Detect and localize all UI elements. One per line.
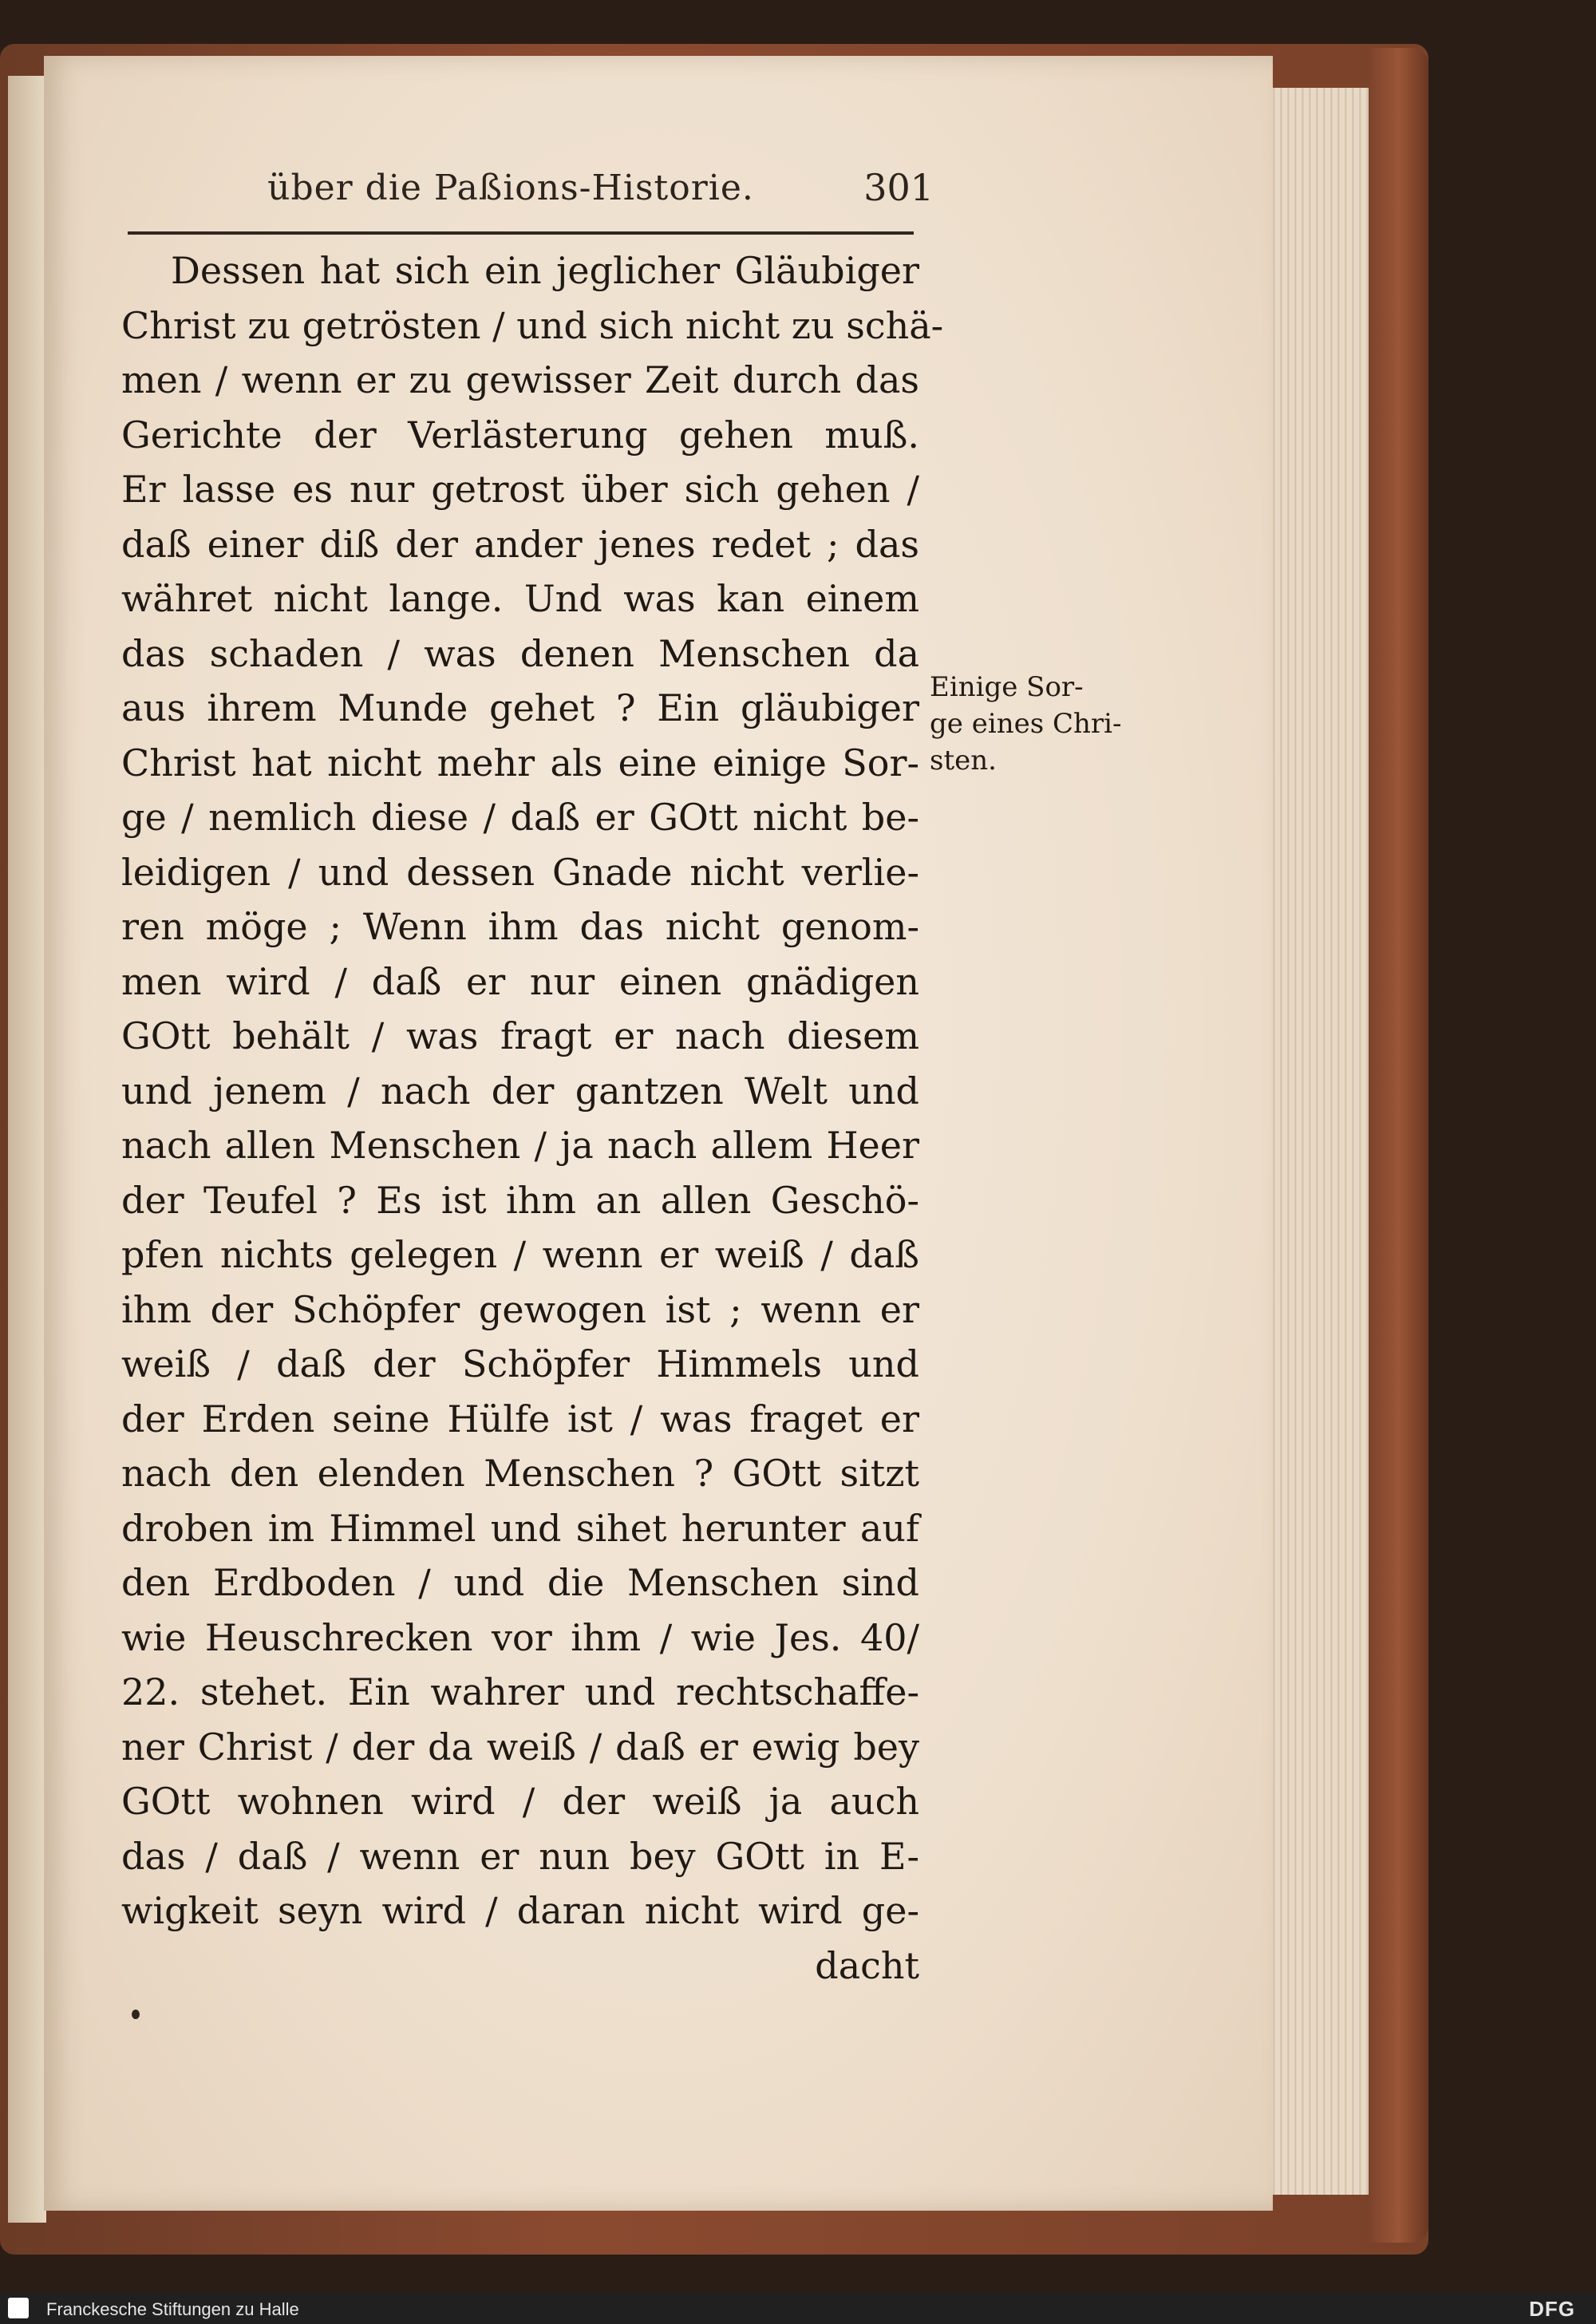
- text-line: ner Christ / der da weiß / daß er ewig bey: [121, 1725, 919, 1769]
- text-line: nach allen Menschen / ja nach allem Heer: [121, 1124, 919, 1167]
- text-line: ge / nemlich diese / daß er GOtt nicht be-: [121, 796, 919, 839]
- text-line: Gerichte der Verlästerung gehen muß.: [121, 413, 919, 457]
- text-line: pfen nichts gelegen / wenn er weiß / daß: [121, 1233, 919, 1276]
- institution-name: Franckesche Stiftungen zu Halle: [46, 2299, 299, 2319]
- text-line: das / daß / wenn er nun bey GOtt in E-: [121, 1834, 919, 1878]
- ink-mark: [132, 2010, 140, 2019]
- facing-page-edge: [8, 76, 46, 2223]
- text-line: droben im Himmel und sihet herunter auf: [121, 1506, 919, 1550]
- text-line: men / wenn er zu gewisser Zeit durch das: [121, 358, 919, 401]
- footer-bar: [0, 2293, 1596, 2324]
- book-cover-edge: [1369, 48, 1428, 2243]
- text-line: der Erden seine Hülfe ist / was fraget er: [121, 1397, 919, 1441]
- marginal-note-line: ge eines Chri-: [930, 708, 1122, 740]
- text-line: nach den elenden Menschen ? GOtt sitzt: [121, 1452, 919, 1495]
- text-line: währet nicht lange. Und was kan einem: [121, 577, 919, 620]
- text-line: leidigen / und dessen Gnade nicht verlie-: [121, 850, 919, 894]
- text-line: ren möge ; Wenn ihm das nicht genom-: [121, 905, 919, 948]
- dfg-logo: DFG: [1529, 2297, 1575, 2321]
- catchword: dacht: [815, 1943, 919, 1987]
- marginal-note: [930, 669, 1169, 779]
- text-line: Dessen hat sich ein jeglicher Gläubiger: [171, 249, 919, 292]
- text-line: weiß / daß der Schöpfer Himmels und: [121, 1342, 919, 1385]
- text-line: den Erdboden / und die Menschen sind: [121, 1561, 919, 1604]
- running-header: über die Paßions-Historie.: [267, 168, 754, 208]
- text-line: Christ zu getrösten / und sich nicht zu schä-: [121, 303, 944, 347]
- text-line: der Teufel ? Es ist ihm an allen Geschö-: [121, 1178, 919, 1222]
- page-number: 301: [863, 166, 934, 209]
- text-line: GOtt wohnen wird / der weiß ja auch: [121, 1780, 919, 1823]
- text-line: 22. stehet. Ein wahrer und rechtschaffe-: [121, 1670, 919, 1713]
- text-line: daß einer diß der ander jenes redet ; das: [121, 522, 919, 566]
- text-line: aus ihrem Munde gehet ? Ein gläubiger: [121, 686, 919, 729]
- text-line: wigkeit seyn wird / daran nicht wird ge-: [121, 1889, 919, 1932]
- marginal-note-line: Einige Sor-: [930, 671, 1084, 703]
- text-line: wie Heuschrecken vor ihm / wie Jes. 40/: [121, 1615, 919, 1659]
- text-line: ihm der Schöpfer gewogen ist ; wenn er: [121, 1287, 919, 1331]
- text-line: Christ hat nicht mehr als eine einige Sor-: [121, 741, 919, 785]
- header-rule: [128, 231, 914, 235]
- body-text: [121, 243, 944, 1993]
- marginal-note-line: sten.: [930, 745, 997, 777]
- text-line: men wird / daß er nur einen gnädigen: [121, 959, 919, 1003]
- text-line: GOtt behält / was fragt er nach diesem: [121, 1014, 919, 1057]
- text-line: und jenem / nach der gantzen Welt und: [121, 1069, 919, 1113]
- text-line: Er lasse es nur getrost über sich gehen /: [121, 468, 919, 511]
- text-line: das schaden / was denen Menschen da: [121, 631, 919, 675]
- institution-logo-icon: [8, 2298, 29, 2318]
- page-stack-edge: [1269, 88, 1369, 2195]
